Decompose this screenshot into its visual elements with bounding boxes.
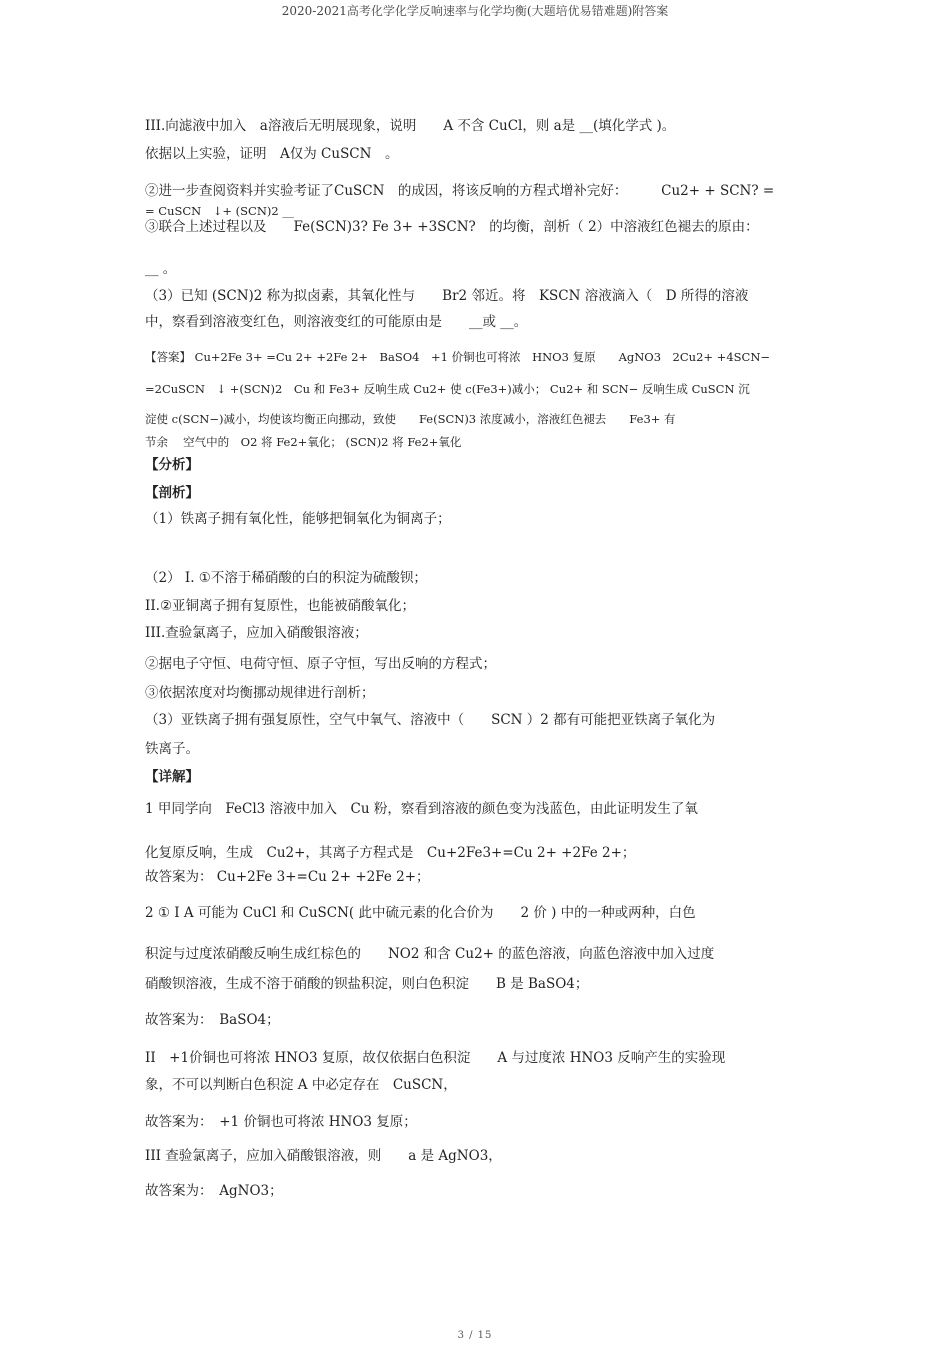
text-line: 2 ① I A 可能为 CuCl 和 CuSCN( 此中硫元素的化合价为 2 价 ) 中的一种或两种，白色 (145, 905, 696, 921)
text-line: 故答案为： Cu+2Fe 3+=Cu 2+ +2Fe 2+； (145, 869, 430, 885)
answer-line: 节余 空气中的 O2 将 Fe2+氧化； (SCN)2 将 Fe2+氧化 (145, 435, 462, 449)
answer-line: =2CuSCN ↓ +(SCN)2 Cu 和 Fe3+ 反响生成 Cu2+ 使 c(Fe3+)减小； Cu2+ 和 SCN− 反响生成 CuSCN 沉 (145, 382, 750, 396)
section-heading: 【详解】 (145, 769, 199, 785)
text-line: 化复原反响，生成 Cu2+，其离子方程式是 Cu+2Fe3+=Cu 2+ +2Fe 2+； (145, 845, 636, 861)
text-line: II.②亚铜离子拥有复原性，也能被硝酸氧化； (145, 598, 416, 614)
text-line: 故答案为： +1 价铜也可将浓 HNO3 复原； (145, 1114, 417, 1130)
text-line: 故答案为： BaSO4； (145, 1012, 280, 1028)
text-line: __ 。 (145, 261, 177, 277)
section-heading: 【剖析】 (145, 485, 199, 501)
text-line: ③依据浓度对均衡挪动规律进行剖析； (145, 685, 375, 701)
page-header: 2020-2021高考化学化学反响速率与化学均衡(大题培优易错难题)附答案 (281, 4, 669, 18)
text-line: 中，察看到溶液变红色，则溶液变红的可能原由是 __或 __。 (145, 314, 528, 330)
text-line: 1 甲同学向 FeCl3 溶液中加入 Cu 粉，察看到溶液的颜色变为浅蓝色，由此证明发生了氧 (145, 801, 698, 817)
page-number: 3 / 15 (457, 1330, 493, 1341)
text-line: （3）亚铁离子拥有强复原性，空气中氧气、溶液中（ SCN ）2 都有可能把亚铁离子氧化为 (145, 712, 716, 728)
text-line: III.查验氯离子，应加入硝酸银溶液； (145, 625, 368, 641)
text-line: 硝酸钡溶液，生成不溶于硝酸的钡盐积淀，则白色积淀 B 是 BaSO4； (145, 976, 589, 992)
text-line: ②据电子守恒、电荷守恒、原子守恒，写出反响的方程式； (145, 656, 496, 672)
answer-line: 淀使 c(SCN−)减小，均使该均衡正向挪动，致使 Fe(SCN)3 浓度减小，溶液红色褪去 Fe3+ 有 (145, 412, 676, 426)
text-line: 象，不可以判断白色积淀 A 中必定存在 CuSCN， (145, 1077, 457, 1093)
text-line: （2） I. ①不溶于稀硝酸的白的积淀为硫酸钡； (145, 570, 427, 586)
text-line: 依据以上实验，证明 A仅为 CuSCN 。 (145, 146, 399, 162)
answer-line: 【答案】 Cu+2Fe 3+ =Cu 2+ +2Fe 2+ BaSO4 +1 价铜也可将浓 HNO3 复原 AgNO3 2Cu2+ +4SCN− (145, 350, 771, 364)
section-heading: 【分析】 (145, 457, 199, 473)
text-line: III 查验氯离子，应加入硝酸银溶液，则 a 是 AgNO3， (145, 1148, 502, 1164)
text-line: （3）已知 (SCN)2 称为拟卤素，其氧化性与 Br2 邻近。将 KSCN 溶液滴入（ D 所得的溶液 (145, 288, 749, 304)
text-line: = CuSCN ↓+ (SCN)2 __ (145, 204, 294, 218)
text-line: II +1价铜也可将浓 HNO3 复原，故仅依据白色积淀 A 与过度浓 HNO3 反响产生的实验现 (145, 1050, 726, 1066)
text-line: ②进一步查阅资料并实验考证了CuSCN 的成因，将该反响的方程式增补完好： Cu2+ + SCN? = (145, 183, 775, 199)
text-line: 积淀与过度浓硝酸反响生成红棕色的 NO2 和含 Cu2+ 的蓝色溶液，向蓝色溶液中加入过度 (145, 946, 715, 962)
text-line: （1）铁离子拥有氧化性，能够把铜氧化为铜离子； (145, 511, 451, 527)
text-line: ③联合上述过程以及 Fe(SCN)3? Fe 3+ +3SCN? 的均衡，剖析（ 2）中溶液红色褪去的原由： (145, 219, 759, 235)
text-line: III.向滤液中加入 a溶液后无明展现象，说明 A 不含 CuCl，则 a是 __(填化学式 )。 (145, 118, 676, 134)
text-line: 铁离子。 (145, 741, 199, 757)
text-line: 故答案为： AgNO3； (145, 1183, 283, 1199)
